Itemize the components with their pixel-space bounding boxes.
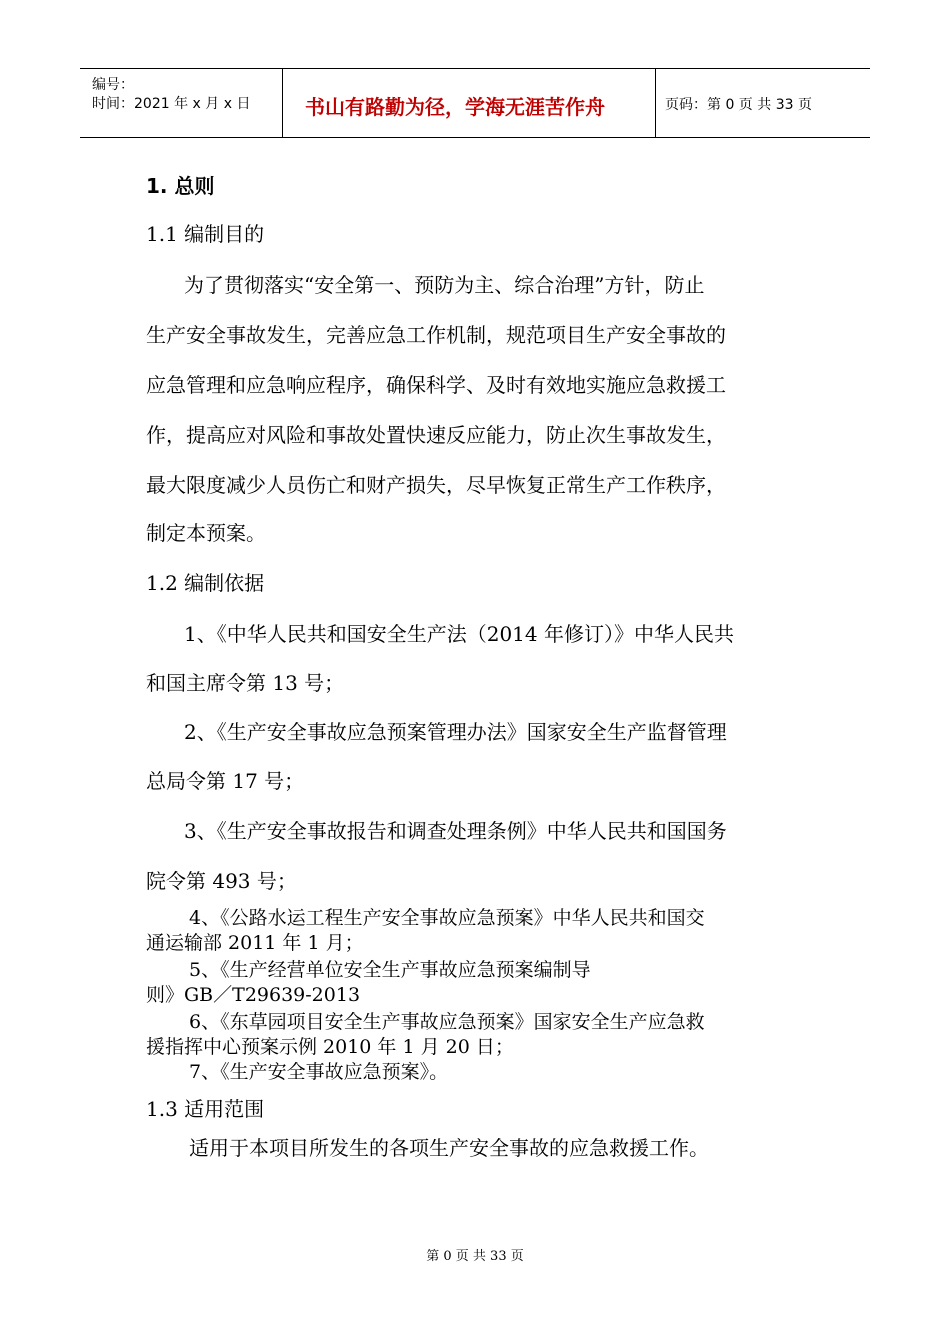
list-item: 总局令第 17 号；: [146, 769, 305, 793]
page-footer: 第 0 页 共 33 页: [426, 1249, 524, 1264]
code-label: 编号：: [92, 77, 134, 93]
paragraph-line: 作，提高应对风险和事故处置快速反应能力，防止次生事故发生，: [146, 423, 726, 447]
paragraph-line: 适用于本项目所发生的各项生产安全事故的应急救援工作。: [189, 1136, 709, 1160]
list-item: 2、《生产安全事故应急预案管理办法》国家安全生产监督管理: [184, 720, 727, 744]
list-item: 院令第 493 号；: [146, 869, 297, 893]
paragraph-line: 应急管理和应急响应程序，确保科学、及时有效地实施应急救援工: [146, 373, 726, 397]
motto: 书山有路勤为径，学海无涯苦作舟: [305, 95, 605, 119]
header-meta: [80, 69, 282, 137]
section-1-1-title: 1.1 编制目的: [146, 222, 265, 246]
header-page-label: 页码：第 0 页 共 33 页: [665, 97, 812, 113]
paragraph-line: 生产安全事故发生，完善应急工作机制，规范项目生产安全事故的: [146, 323, 726, 347]
list-item: 3、《生产安全事故报告和调查处理条例》中华人民共和国国务: [184, 819, 727, 843]
list-item: 援指挥中心预案示例 2010 年 1 月 20 日；: [146, 1036, 514, 1058]
section-1-title: 1. 总则: [146, 174, 215, 198]
list-item: 1、《中华人民共和国安全生产法（2014 年修订）》中华人民共: [184, 622, 734, 646]
list-item: 和国主席令第 13 号；: [146, 671, 345, 695]
list-item: 7、《生产安全事故应急预案》。: [189, 1061, 449, 1083]
header-motto-cell: [282, 69, 656, 137]
paragraph-line: 为了贯彻落实“安全第一、预防为主、综合治理”方针，防止: [184, 273, 705, 297]
list-item: 通运输部 2011 年 1 月；: [146, 932, 364, 954]
list-item: 4、《公路水运工程生产安全事故应急预案》中华人民共和国交: [189, 907, 705, 929]
section-1-2-title: 1.2 编制依据: [146, 571, 265, 595]
header-page-cell: [655, 69, 870, 137]
paragraph-line: 制定本预案。: [146, 521, 266, 545]
list-item: 6、《东草园项目安全生产事故应急预案》国家安全生产应急救: [189, 1011, 705, 1033]
list-item: 5、《生产经营单位安全生产事故应急预案编制导: [189, 959, 591, 981]
section-1-3-title: 1.3 适用范围: [146, 1097, 265, 1121]
page-header: [80, 68, 870, 138]
paragraph-line: 最大限度减少人员伤亡和财产损失，尽早恢复正常生产工作秩序，: [146, 473, 726, 497]
time-label: 时间：2021 年 x 月 x 日: [92, 96, 251, 112]
list-item: 则》GB／T29639-2013: [146, 984, 361, 1006]
